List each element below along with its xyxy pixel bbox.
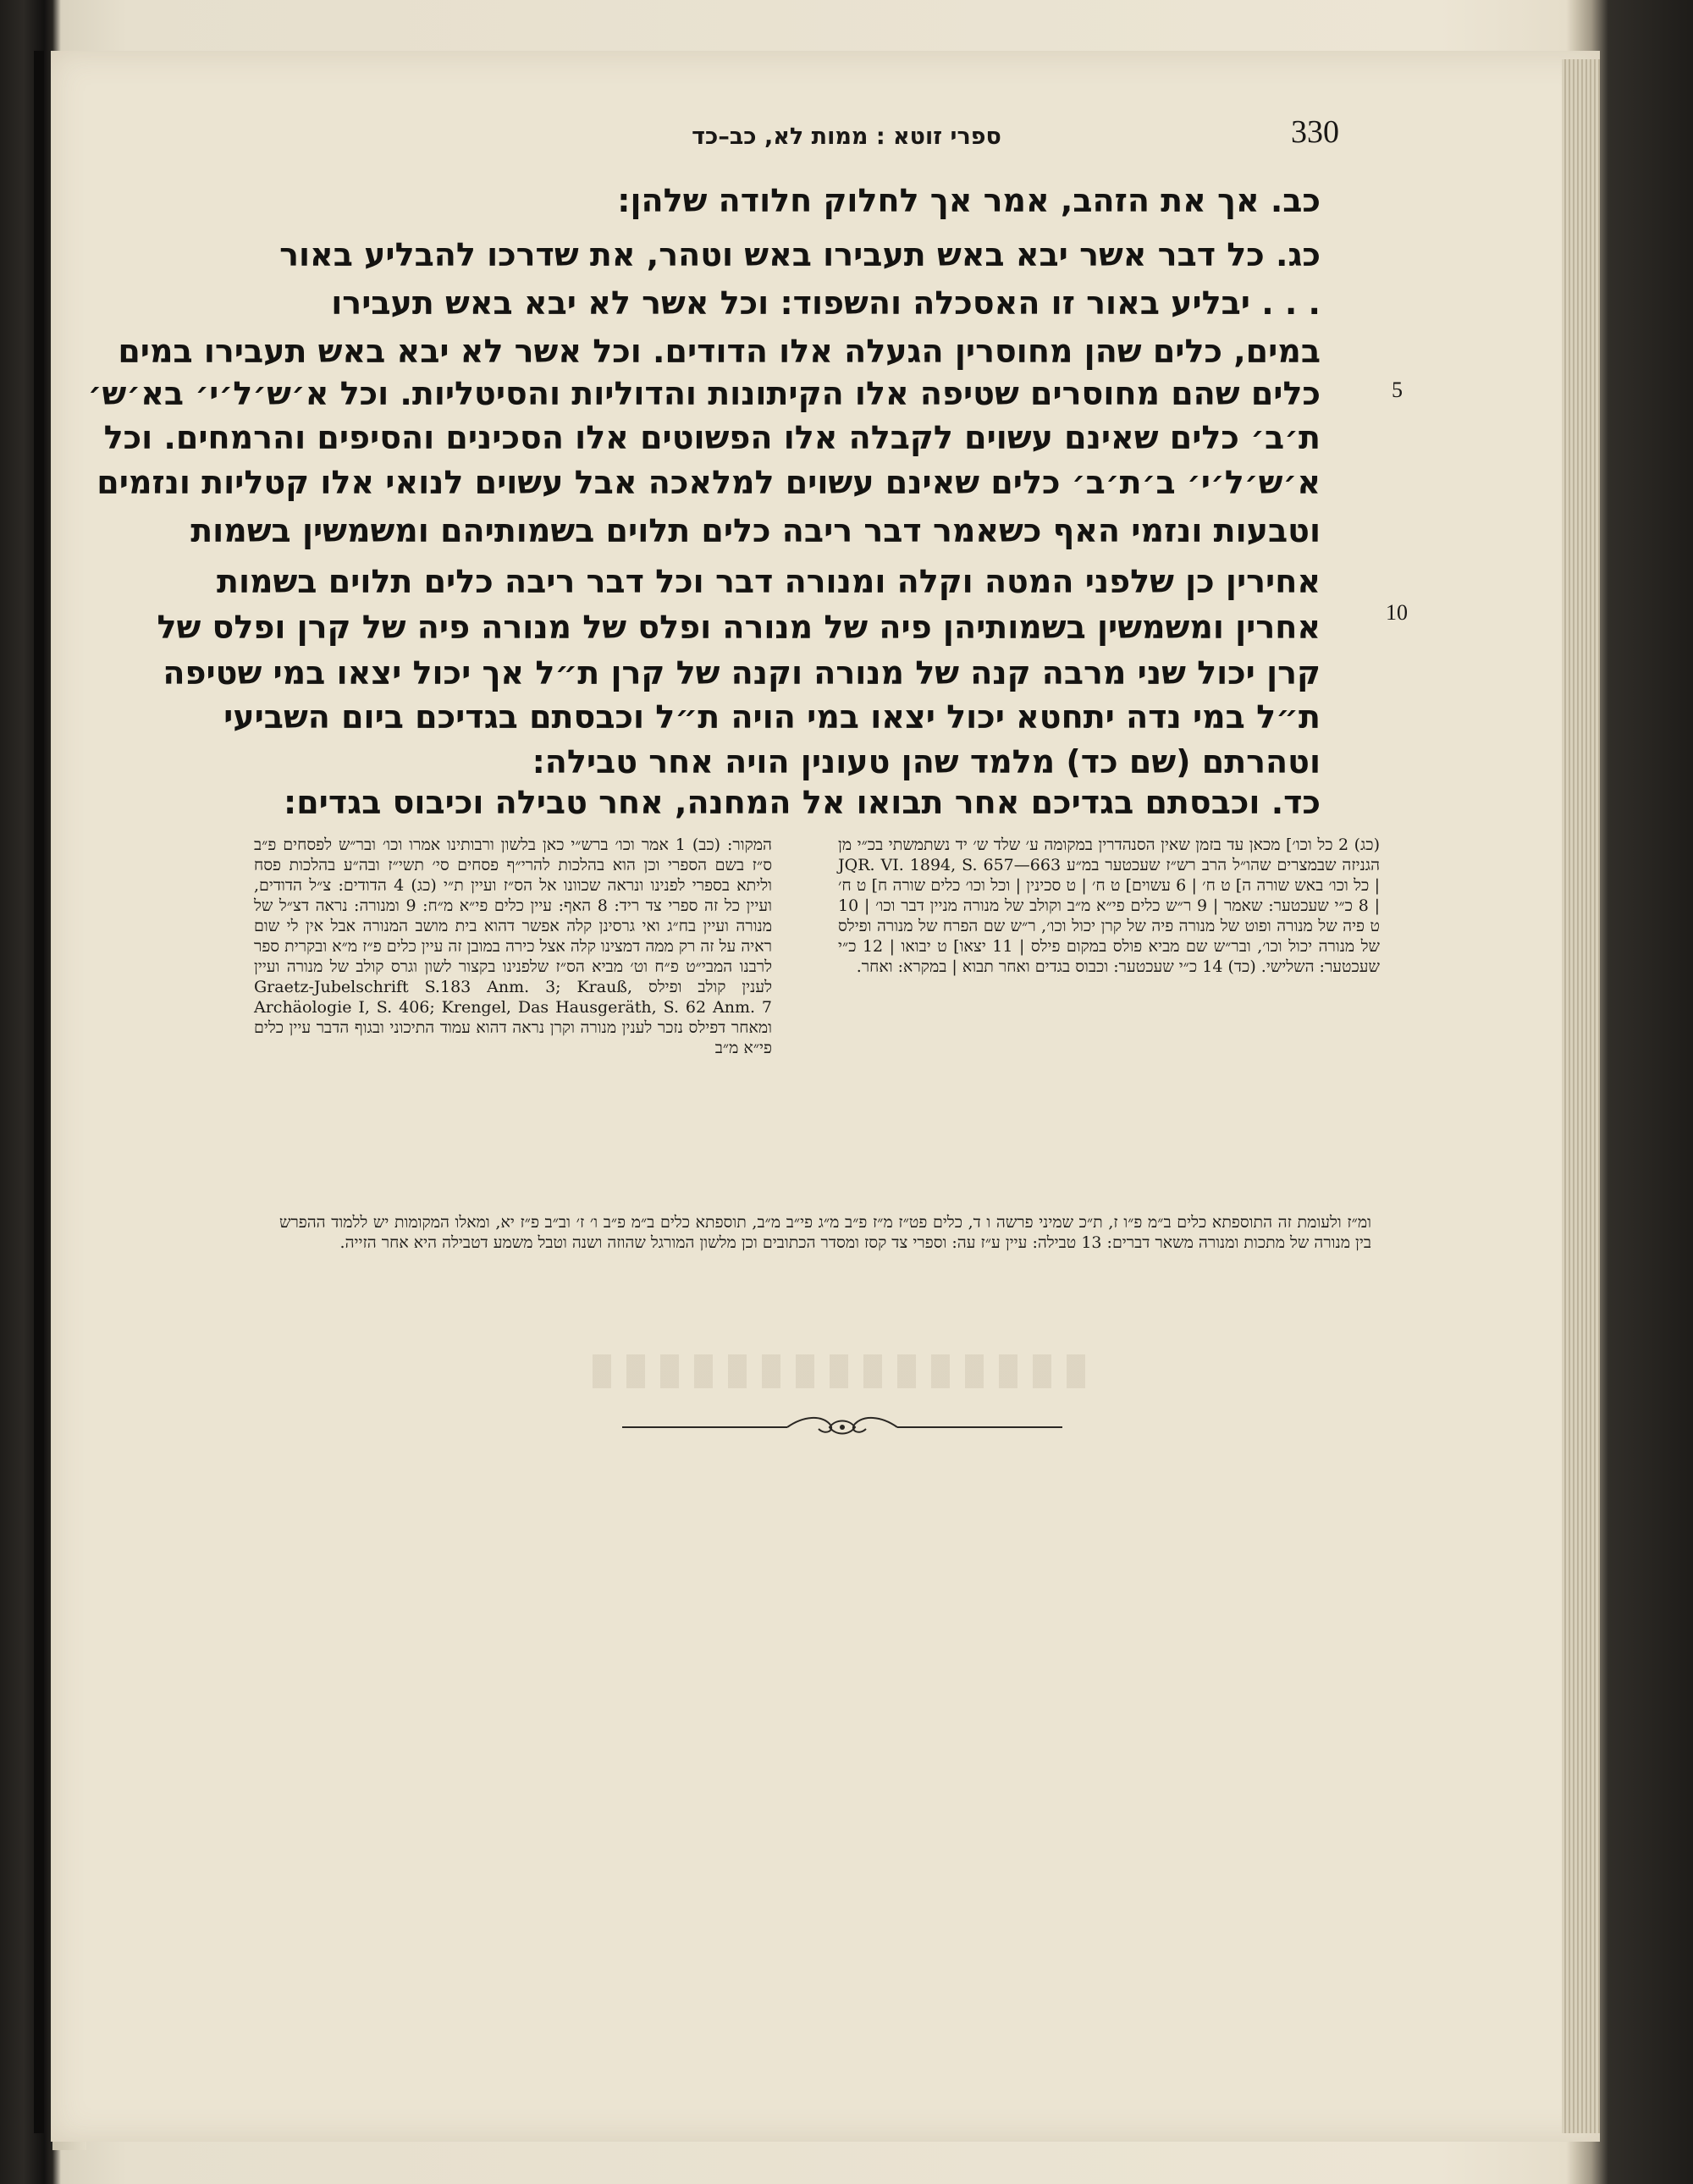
running-title: ספרי זוטא : ממות לא, כב–כד — [692, 124, 1001, 150]
main-line: כב. אך את הזהב, אמר אך לחלוק חלודה שלהן: — [617, 182, 1321, 219]
line-number-5: 5 — [1392, 378, 1403, 402]
main-line: אחרין ומשמשין בשמותיהן פיה של מנורה ופלס של מנורה פיה של קרן ופלס של — [157, 609, 1321, 646]
ornamental-divider — [622, 1412, 1062, 1442]
apparatus-notes-right: (כג) 2 כל וכו׳] מכאן עד בזמן שאין הסנהדרין במקומה ע׳ שלד ש׳ יד נשתמשתי בכ״י מן הגניזה שבמצרים שהו״ל הרב רש״ז שעכטער במ״ע JQR. VI. 1894, S. 657—663 | כל וכו׳ באש שורה ה] ט ח׳ | 6 עשוים] ט ח׳ | ט סכינין | וכל וכו׳ כלים שורה ח] ט ח׳ | 8 כ״י שעכטער: שאמר | 9 ר״ש כלים פי״א מ״ב וקולב של מנורה מניין דבר וכו׳ | 10 ט פיה של מנורה ופוט של מנורה פיה של קרן יכול וכו׳, ר״ש שם הפרח של מנורה ופילס של מנורה יכול וכו׳, ובר״ש שם מביא פולס במקום פילס | 11 יצאו] ט יבואו | 12 כ״י שעכטער: השלישי. (כד) 14 כ״י שעכטער: וכבוס בגדים ואחר תבוא | במקרא: ואחר. — [838, 836, 1381, 976]
source-notes-left: המקור: (כב) 1 אמר וכו׳ ברש״י כאן בלשון ורבותינו אמרו וכו׳ ובר״ש לפסחים פ״ב ס״ז בשם הספרי וכן הוא בהלכות להרי״ף פסחים סי׳ תשי״ז ובה״ע בהלכות פסח וליתא בספרי לפנינו ונראה שכוונו אל הס״ז ועיין ת״י (כג) 4 הדודים: צ״ל הדודים, ועיין כל זה ספרי צד ריד: 8 האף: עיין כלים פי״א מ״ח: 9 ומנורה: נראה דצ״ל של מנורה ועיין בח״ג ואי גרסינן קלה אפשר דהוא בית מושב המנורה אבל אין לי שום ראיה על זה רק ממה דמצינו קלה אצל כירה במובן זה עיין כלים פ״ז מ״א ובקרית ספר לרבנו המבי״ט פ״ח וט׳ מביא הס״ז שלפנינו בקצור לשון וגרס קולב של מנורה ועיין לענין קולב ופילס Graetz-Jubelschrift S.183 Anm. 3; Krauß, Archäologie I, S. 406; Krengel, Das Hausgeräth, S. 62 Anm. 7 ומאחר דפילס נזכר לענין מנורה וקרן נראה דהוא עמוד התיכוני ובגוף הדבר עיין כלים פי״א מ״ב — [254, 836, 772, 1057]
main-line: במים, כלים שהן מחוסרין הגעלה אלו הדודים. וכל אשר לא יבא באש תעבירו במים — [118, 333, 1321, 370]
page-fore-edge — [1562, 59, 1600, 2133]
line-number-10: 10 — [1386, 600, 1408, 625]
main-line: ת״ל במי נדה יתחטא יכול יצאו במי הויה ת״ל וכבסתם בגדיכם ביום השביעי — [223, 698, 1321, 736]
page-number: 330 — [1291, 114, 1339, 150]
source-notes-continuation: ומ״ז ולעומת זה התוספתא כלים ב״מ פ״ו ז, ת״כ שמיני פרשה ו ד, כלים פט״ז מ״ז פ״ב מ״ג פי״ב מ״ב, תוספתא כלים ב״מ פ״ב ו׳ ז׳ וב״ב פ״ז יא, ומאלו המקומות יש ללמוד ההפרש בין מנורה של מתכות ומנורה משאר דברים: 13 טבילה: עיין ע״ז עה: וספרי צד קסז ומסדר הכתובים וכן מלשון המורגל שהוזה ושנה וטבל משמע דטבילה היא אחר הזייה. — [279, 1213, 1371, 1252]
main-line: א׳ש׳ל׳י׳ ב׳ת׳ב׳ כלים שאינם עשוים למלאכה אבל עשוים לנואי אלו קטליות ונזמים — [97, 464, 1321, 501]
main-line: כד. וכבסתם בגדיכם אחר תבואו אל המחנה, אחר טבילה וכיבוס בגדים: — [284, 784, 1321, 821]
book-spine — [34, 51, 44, 2133]
main-line: כג. כל דבר אשר יבא באש תעבירו באש וטהר, את שדרכו להבליע באור — [279, 236, 1321, 273]
show-through-text — [593, 1354, 1100, 1388]
main-line: אחירין כן שלפני המטה וקלה ומנורה דבר וכל דבר ריבה כלים תלוים בשמות — [216, 563, 1321, 600]
main-line: . . . יבליע באור זו האסכלה והשפוד: וכל אשר לא יבא באש תעבירו — [331, 284, 1321, 322]
main-line: ת׳ב׳ כלים שאינם עשוים לקבלה אלו הפשוטים אלו הסכינים והסיפים והרמחים. וכל — [103, 419, 1321, 456]
main-line: קרן יכול שני מרבה קנה של מנורה וקנה של קרן ת״ל אך יכול יצאו במי שטיפה — [163, 654, 1321, 692]
main-line: וטהרתם (שם כד) מלמד שהן טעונין הויה אחר טבילה: — [532, 743, 1321, 780]
main-line: כלים שהם מחוסרים שטיפה אלו הקיתונות והדוליות והסיטליות. וכל א׳ש׳ל׳י׳ בא׳ש׳ — [87, 375, 1321, 412]
main-line: וטבעות ונזמי האף כשאמר דבר ריבה כלים תלוים בשמותיהם ומשמשין בשמות — [190, 512, 1321, 549]
